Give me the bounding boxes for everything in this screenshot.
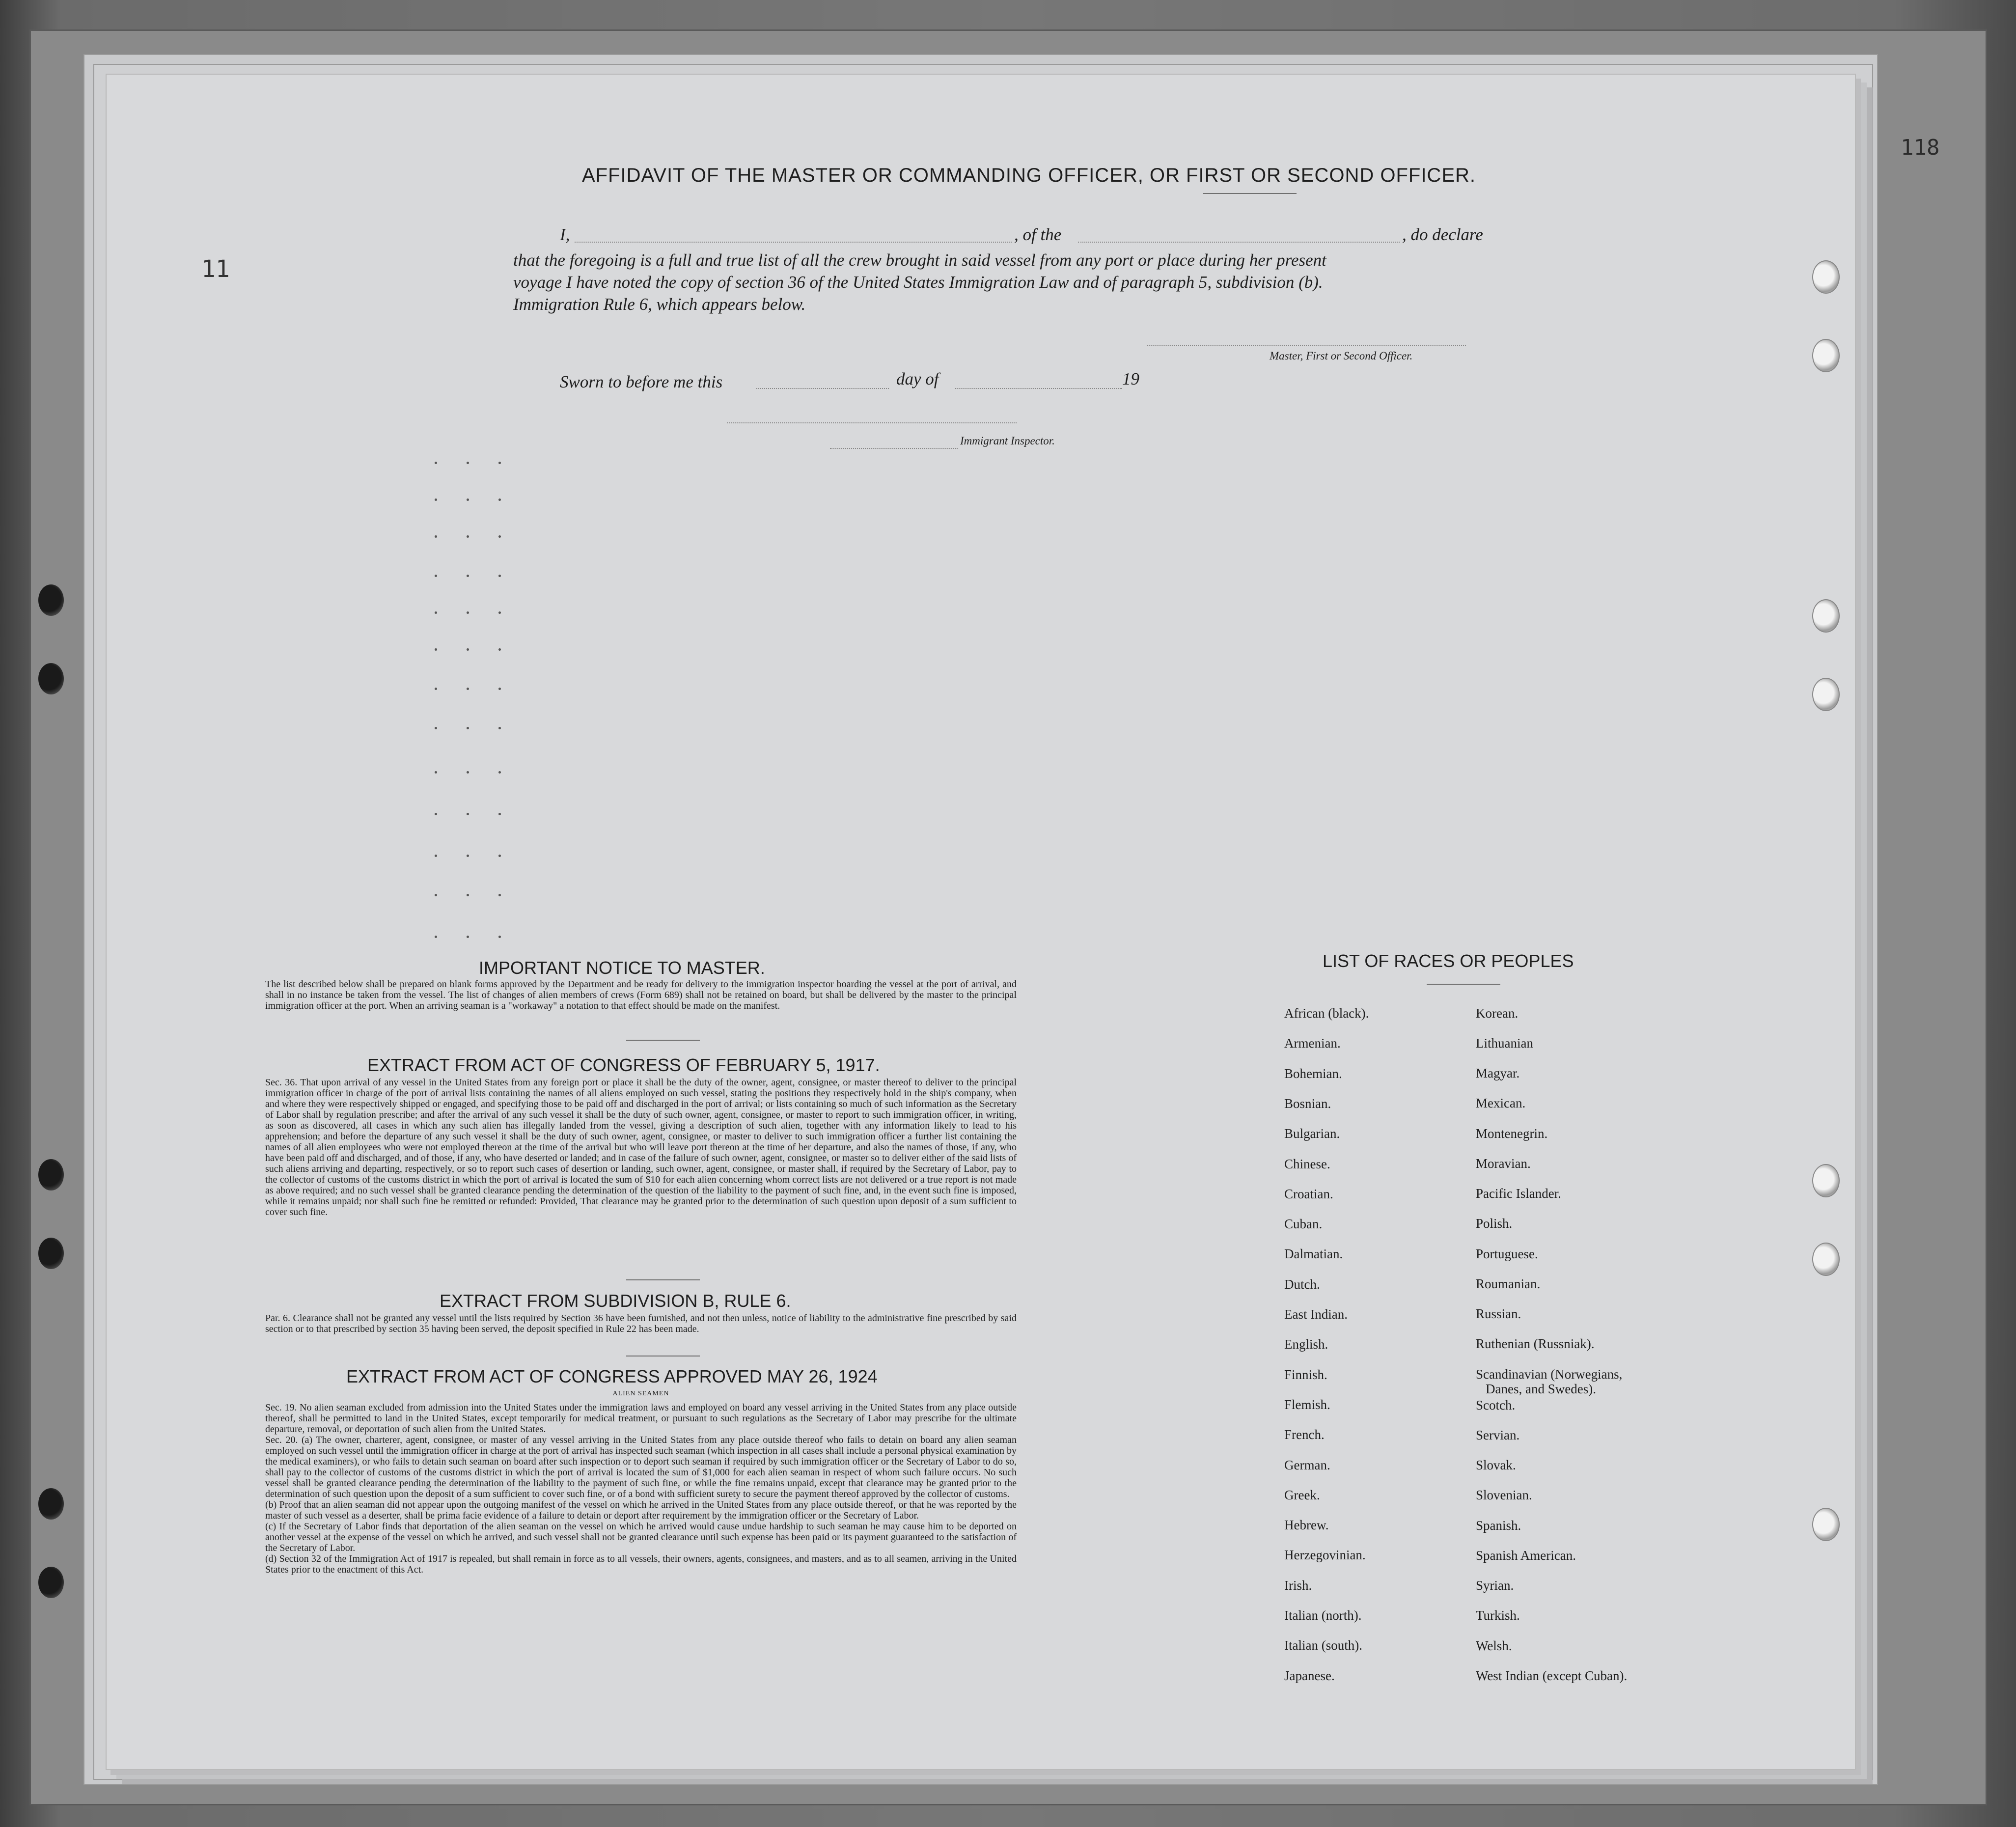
race-item: Cuban.	[1284, 1217, 1323, 1232]
punch-hole	[1812, 599, 1840, 633]
vessel-blank[interactable]	[1078, 242, 1400, 243]
bleed-dot	[467, 771, 469, 774]
race-item: English.	[1284, 1337, 1328, 1352]
race-item: Ruthenian (Russniak).	[1476, 1336, 1595, 1351]
margin-mark: 11	[201, 255, 230, 283]
bleed-dot	[435, 648, 437, 651]
race-item: French.	[1284, 1427, 1325, 1442]
race-item: Japanese.	[1284, 1668, 1335, 1683]
bleed-dot	[435, 771, 437, 774]
race-item: Welsh.	[1476, 1638, 1512, 1653]
bleed-dot	[435, 611, 437, 614]
punch-hole	[1812, 339, 1840, 372]
bleed-dot	[498, 535, 501, 538]
bleed-dot	[498, 498, 501, 501]
year-prefix: 19	[1122, 369, 1139, 388]
races-rule	[1427, 984, 1500, 985]
race-item: Flemish.	[1284, 1397, 1330, 1412]
extract-1924-title: EXTRACT FROM ACT OF CONGRESS APPROVED MAY 26, 1924	[346, 1366, 878, 1386]
race-item: Herzegovinian.	[1284, 1548, 1366, 1563]
bleed-dot	[498, 813, 501, 815]
punch-hole	[1812, 1508, 1840, 1541]
inspector-signature-blank[interactable]	[727, 422, 1017, 423]
race-item: West Indian (except Cuban).	[1476, 1668, 1628, 1683]
affidavit-line-2: voyage I have noted the copy of section 36 of the United States Immigration Law and of paragraph 5, subdivision (b).	[513, 273, 1323, 292]
race-item: Russian.	[1476, 1306, 1521, 1321]
page-number: 118	[1901, 135, 1940, 160]
race-item: Roumanian.	[1476, 1276, 1541, 1291]
bleed-dot	[498, 894, 501, 896]
race-item: Hebrew.	[1284, 1518, 1329, 1533]
extract-1917-title: EXTRACT FROM ACT OF CONGRESS OF FEBRUARY 5, 1917.	[367, 1055, 880, 1075]
race-item: Croatian.	[1284, 1186, 1333, 1201]
race-item: Lithuanian	[1476, 1036, 1533, 1051]
extract-1924-para: Sec. 20. (a) The owner, charterer, agent, consignee, or master of any vessel arriving in the United States from any place outside thereof who fails to detain on board any alien seaman employed on such vessel until the immigration officer in charge at the port of arrival has inspected such seaman (which inspection in all cases shall include a personal physical examination by the medical examiners), or who fails to detain such seaman on board after such inspection or to deport such seaman if required by such immigration officer or the Secretary of Labor to do so, shall pay to the collector of customs of the customs district in which the port of arrival is located the sum of $1,000 for each alien seaman in respect of whom such failure occurs. No such vessel shall be granted clearance pending the determination of the liability to the payment of such fine, or while the fine remains unpaid, except that clearance may be granted prior to the determination of such question upon the deposit of a sum sufficient to cover such fine, or of a bond with sufficient surety to secure the payment thereof approved by the collector of customs.	[265, 1435, 1017, 1499]
race-item: Turkish.	[1476, 1608, 1520, 1623]
race-item: Slovenian.	[1476, 1488, 1532, 1502]
race-item: Italian (north).	[1284, 1608, 1362, 1623]
extract-1924-para: (d) Section 32 of the Immigration Act of 1917 is repealed, but shall remain in force as to all vessels, their owners, agents, consignees, and masters, and as to all seamen, arriving in the United States prior to the enactment of this Act.	[265, 1553, 1017, 1575]
race-item: Korean.	[1476, 1006, 1519, 1021]
affidavit-line-3: Immigration Rule 6, which appears below.	[513, 295, 806, 314]
bleed-dot	[467, 648, 469, 651]
punch-hole	[1812, 1243, 1840, 1276]
binder-hole	[38, 1567, 64, 1598]
bleed-dot	[435, 813, 437, 815]
race-item: Dutch.	[1284, 1276, 1320, 1292]
officer-caption: Master, First or Second Officer.	[1270, 350, 1413, 362]
notice-rule	[626, 1040, 700, 1041]
race-item: Servian.	[1476, 1428, 1520, 1442]
bleed-dot	[467, 611, 469, 614]
bleed-dot	[467, 855, 469, 857]
race-item: Magyar.	[1476, 1066, 1520, 1080]
race-item: Spanish American.	[1476, 1548, 1576, 1563]
race-item: Italian (south).	[1284, 1638, 1362, 1653]
inspector-caption: Immigrant Inspector.	[960, 435, 1055, 447]
race-item: Montenegrin.	[1476, 1126, 1548, 1141]
bleed-dot	[435, 535, 437, 538]
bleed-dot	[435, 498, 437, 501]
do-declare-label: , do declare	[1402, 225, 1483, 244]
declarant-name-blank[interactable]	[575, 242, 1012, 243]
race-item: Portuguese.	[1476, 1246, 1538, 1261]
affidavit-title: AFFIDAVIT OF THE MASTER OR COMMANDING OFFICER, OR FIRST OR SECOND OFFICER.	[582, 165, 1476, 186]
extract-rule6-body: Par. 6. Clearance shall not be granted any vessel until the lists required by Section 36 have been furnished, and not then unless, notice of liability to the administrative fine prescribed by said section or to that prescribed by section 35 having been served, the deposit specified in Rule 22 has been made.	[265, 1313, 1017, 1334]
punch-hole	[1812, 678, 1840, 711]
race-item: Mexican.	[1476, 1096, 1526, 1110]
bleed-dot	[467, 894, 469, 896]
race-item: Danes, and Swedes).	[1486, 1382, 1596, 1396]
race-item: Spanish.	[1476, 1518, 1521, 1533]
bleed-dot	[498, 648, 501, 651]
bleed-dot	[435, 575, 437, 577]
bleed-dot	[435, 462, 437, 464]
race-item: Bosnian.	[1284, 1096, 1331, 1111]
title-rule	[1203, 193, 1297, 194]
extract-1917-rule	[626, 1279, 700, 1280]
extract-1924-subtitle: ALIEN SEAMEN	[612, 1390, 669, 1397]
bleed-dot	[467, 727, 469, 729]
sworn-day-blank[interactable]	[756, 388, 889, 389]
binder-hole	[38, 1238, 64, 1269]
extract-1924-para: (c) If the Secretary of Labor finds that deportation of the alien seaman on the vessel on which he arrived would cause undue hardship to such seaman he may cause him to be deported on another vessel at the expense of the vessel on which he arrived, and such vessel shall not be granted clearance until such expense has been paid or its payment guaranteed to the satisfaction of the Secretary of Labor.	[265, 1521, 1017, 1553]
extract-rule6-title: EXTRACT FROM SUBDIVISION B, RULE 6.	[440, 1291, 791, 1311]
bleed-dot	[498, 727, 501, 729]
bleed-dot	[498, 855, 501, 857]
races-title: LIST OF RACES OR PEOPLES	[1323, 951, 1574, 971]
race-item: Slovak.	[1476, 1458, 1516, 1472]
inspector-signature-blank-2[interactable]	[830, 448, 958, 449]
day-of-label: day of	[896, 369, 939, 388]
binder-hole	[38, 663, 64, 694]
sworn-label: Sworn to before me this	[560, 372, 723, 391]
bleed-dot	[467, 813, 469, 815]
race-item: Bohemian.	[1284, 1066, 1342, 1081]
bleed-dot	[467, 688, 469, 690]
declarant-label: I,	[560, 225, 570, 244]
bleed-dot	[498, 936, 501, 938]
bleed-dot	[467, 535, 469, 538]
of-the-label: , of the	[1014, 225, 1062, 244]
bleed-dot	[498, 771, 501, 774]
race-item: Chinese.	[1284, 1156, 1330, 1171]
race-item: German.	[1284, 1457, 1330, 1472]
bleed-dot	[467, 936, 469, 938]
race-item: Armenian.	[1284, 1036, 1341, 1051]
bleed-dot	[498, 575, 501, 577]
bleed-dot	[435, 727, 437, 729]
bleed-dot	[498, 688, 501, 690]
bleed-dot	[498, 462, 501, 464]
race-item: Greek.	[1284, 1487, 1320, 1502]
notice-body: The list described below shall be prepared on blank forms approved by the Department and be ready for delivery to the immigration inspector boarding the vessel at the port of arrival, and shall in no instance be taken from the vessel. The list of changes of alien members of crews (Form 689) shall not be retained on board, but shall be delivered by the master to the principal immigration officer at the port. When an arriving seaman is a "workaway" a notation to that effect should be made on the manifest.	[265, 979, 1017, 1011]
notice-title: IMPORTANT NOTICE TO MASTER.	[479, 958, 765, 978]
race-item: Moravian.	[1476, 1156, 1531, 1171]
binder-hole	[38, 1488, 64, 1520]
race-item: Syrian.	[1476, 1578, 1514, 1593]
bleed-dot	[467, 462, 469, 464]
race-item: Dalmatian.	[1284, 1246, 1343, 1262]
race-item: Bulgarian.	[1284, 1126, 1340, 1141]
race-item: East Indian.	[1284, 1307, 1348, 1322]
race-item: Scotch.	[1476, 1398, 1516, 1412]
race-item: Irish.	[1284, 1578, 1312, 1593]
bleed-dot	[467, 575, 469, 577]
punch-hole	[1812, 1164, 1840, 1197]
race-item: Polish.	[1476, 1216, 1513, 1231]
bleed-dot	[435, 936, 437, 938]
punch-hole	[1812, 260, 1840, 294]
bleed-dot	[435, 688, 437, 690]
bleed-dot	[435, 894, 437, 896]
bleed-dot	[498, 611, 501, 614]
binder-hole	[38, 584, 64, 616]
sworn-month-blank[interactable]	[955, 388, 1122, 389]
affidavit-line-1: that the foregoing is a full and true list of all the crew brought in said vessel from any port or place during her present	[513, 250, 1326, 270]
race-item: Scandinavian (Norwegians,	[1476, 1367, 1623, 1382]
race-item: Finnish.	[1284, 1367, 1327, 1382]
race-item: Pacific Islander.	[1476, 1186, 1561, 1201]
bleed-dot	[467, 498, 469, 501]
extract-1924-para: Sec. 19. No alien seaman excluded from admission into the United States under the immigration laws and employed on board any vessel arriving in the United States from any place outside thereof, shall be permitted to land in the United States, except temporarily for medical treatment, or pursuant to such regulations as the Secretary of Labor may prescribe for the ultimate departure, removal, or deportation of such alien from the United States.	[265, 1402, 1017, 1435]
extract-1924-body	[265, 1402, 1017, 1575]
bleed-dot	[435, 855, 437, 857]
race-item: African (black).	[1284, 1006, 1369, 1021]
binder-hole	[38, 1159, 64, 1190]
officer-signature-blank[interactable]	[1147, 345, 1466, 346]
extract-1917-body: Sec. 36. That upon arrival of any vessel in the United States from any foreign port or place it shall be the duty of the owner, agent, consignee, or master thereof to deliver to the principal immigration officer in charge of the port of arrival lists containing the names of all aliens employed on such vessel, stating the positions they respectively hold in the ship's company, when and where they were respectively shipped or engaged, and specifying those to be paid off and discharged in the port of arrival; or lists containing so much of such information as the Secretary of Labor shall by regulation prescribe; and after the arrival of any such vessel it shall be the duty of such owner, agent, consignee, or master to report to such immigration officer, in writing, as soon as discovered, all cases in which any such alien has illegally landed from the vessel, giving a description of such alien, together with any information likely to lead to his apprehension; and before the departure of any such vessel it shall be the duty of such owner, agent, consignee, or master to deliver to such immigration officer a further list containing the names of all alien employees who were not employed thereon at the time of the arrival but who will leave port thereon at the time of her departure, and also the names of those, if any, who have been paid off and discharged, and of those, if any, who have deserted or landed; and in case of the failure of such owner, agent, consignee, or master so to deliver either of the said lists of such aliens arriving and departing, respectively, or so to report such cases of desertion or landing, such owner, agent, consignee, or master shall, if required by the Secretary of Labor, pay to the collector of customs of the customs district in which the port of arrival is located the sum of $10 for each alien concerning whom correct lists are not delivered or a true report is not made as above required; and no such vessel shall be granted clearance pending the determination of the question of the liability to the payment of such fine, and, in the event such fine is imposed, while it remains unpaid; nor shall such fine be remitted or refunded: Provided, That clearance may be granted prior to the determination of such question upon deposit of a sum sufficient to cover such fine.	[265, 1077, 1017, 1218]
extract-1924-para: (b) Proof that an alien seaman did not appear upon the outgoing manifest of the vessel on which he arrived in the United States from any place outside thereof, or that he was reported by the master of such vessel as a deserter, shall be prima facie evidence of a failure to detain or deport after requirement by the immigration officer or the Secretary of Labor.	[265, 1499, 1017, 1521]
